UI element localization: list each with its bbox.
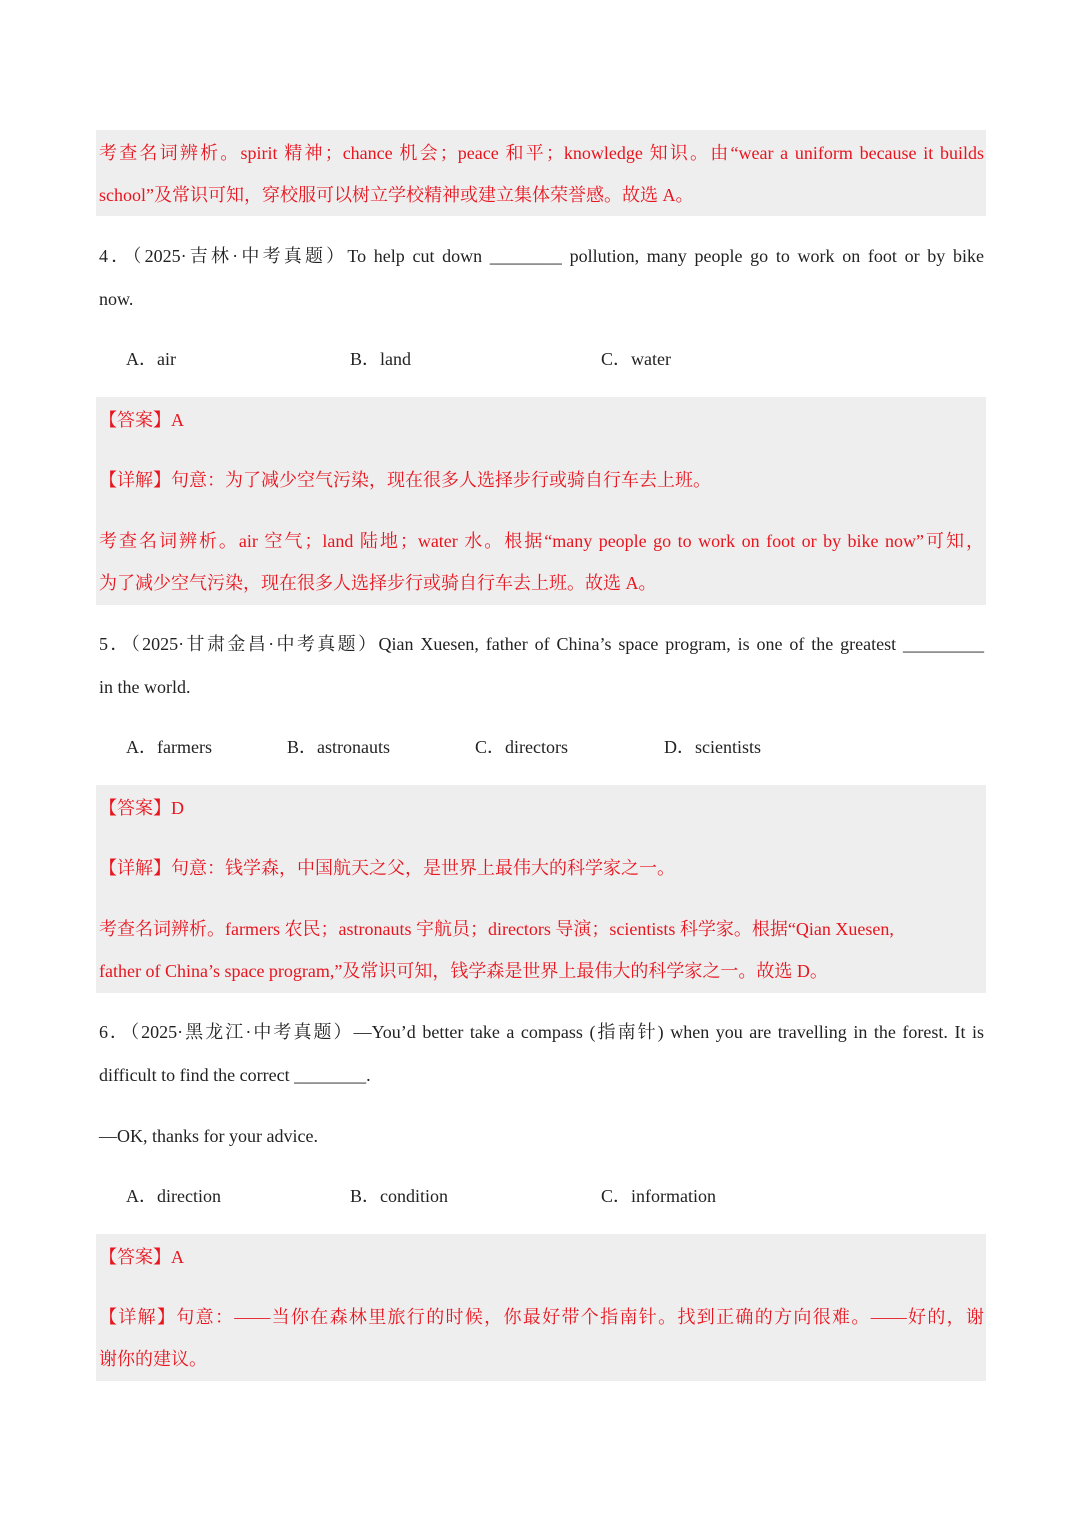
option-a: A．direction bbox=[126, 1186, 221, 1206]
option-c: C．directors bbox=[475, 737, 568, 757]
detail-text: 【详解】句意：钱学森，中国航天之父，是世界上最伟大的科学家之一。 bbox=[99, 858, 675, 878]
option-c: C．information bbox=[601, 1186, 716, 1206]
answer-label: 【答案】A bbox=[99, 410, 184, 430]
analysis-text: 为了减少空气污染，现在很多人选择步行或骑自行车去上班。故选 A。 bbox=[99, 573, 657, 593]
question-5-stem: 5．（2025·甘肃金昌·中考真题）Qian Xuesen, father of China’s space program, is one of the greatest _________ bbox=[99, 634, 984, 654]
question-6-stem: 6．（2025·黑龙江·中考真题）—You’d better take a compass (指南针) when you are travelling in the forest. It is bbox=[99, 1022, 984, 1042]
analysis-text: school”及常识可知，穿校服可以树立学校精神或建立集体荣誉感。故选 A。 bbox=[99, 185, 694, 205]
option-a: A．air bbox=[126, 349, 176, 369]
answer-label: 【答案】A bbox=[99, 1247, 184, 1267]
option-b: B．astronauts bbox=[287, 737, 390, 757]
option-d: D．scientists bbox=[664, 737, 761, 757]
detail-text: 【详解】句意：——当你在森林里旅行的时候，你最好带个指南针。找到正确的方向很难。——好的，谢 bbox=[99, 1307, 984, 1327]
analysis-text: father of China’s space program,”及常识可知，钱学森是世界上最伟大的科学家之一。故选 D。 bbox=[99, 961, 828, 981]
option-a: A．farmers bbox=[126, 737, 212, 757]
question-6-reply: —OK, thanks for your advice. bbox=[99, 1126, 318, 1146]
question-6-stem: difficult to find the correct ________. bbox=[99, 1065, 371, 1085]
question-4-stem: now. bbox=[99, 289, 134, 309]
option-b: B．condition bbox=[350, 1186, 448, 1206]
analysis-text: 考查名词辨析。spirit 精神；chance 机会；peace 和平；knowledge 知识。由“wear a uniform because it builds bbox=[99, 143, 984, 163]
analysis-text: 考查名词辨析。air 空气；land 陆地；water 水。根据“many people go to work on foot or by bike now”可知， bbox=[99, 531, 984, 551]
question-5-options bbox=[0, 735, 1080, 759]
detail-text: 【详解】句意：为了减少空气污染，现在很多人选择步行或骑自行车去上班。 bbox=[99, 470, 711, 490]
question-4-options bbox=[0, 347, 1080, 371]
question-5-stem: in the world. bbox=[99, 677, 191, 697]
answer-label: 【答案】D bbox=[99, 798, 184, 818]
option-b: B．land bbox=[350, 349, 411, 369]
analysis-text: 考查名词辨析。farmers 农民；astronauts 宇航员；directors 导演；scientists 科学家。根据“Qian Xuesen, bbox=[99, 919, 894, 939]
option-c: C．water bbox=[601, 349, 671, 369]
question-6-options bbox=[0, 1184, 1080, 1208]
detail-text: 谢你的建议。 bbox=[99, 1349, 207, 1369]
question-4-stem: 4．（2025·吉林·中考真题）To help cut down ________ pollution, many people go to work on foot or by bike bbox=[99, 246, 984, 266]
